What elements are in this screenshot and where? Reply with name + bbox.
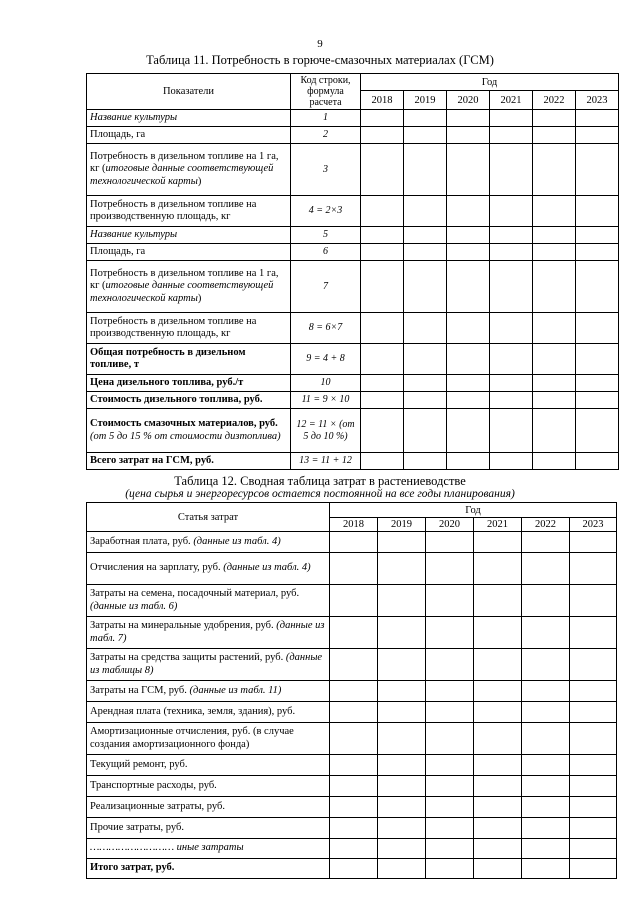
row-label-cell — [87, 261, 291, 313]
year-value-cell[interactable] — [378, 681, 426, 702]
year-value-cell[interactable] — [378, 553, 426, 585]
row-code: 10 — [291, 375, 361, 392]
year-value-cell[interactable] — [570, 723, 617, 755]
year-value-cell[interactable] — [576, 244, 619, 261]
row-label-note: итоговые данные соответствующей технологической карты — [90, 280, 274, 304]
year-value-cell[interactable] — [361, 453, 404, 470]
year-value-cell[interactable] — [378, 617, 426, 649]
table-row — [87, 532, 617, 553]
year-value-cell[interactable] — [404, 127, 447, 144]
row-label-note: (данные из табл. 4) — [193, 535, 281, 547]
table-row — [87, 839, 617, 859]
year-value-cell[interactable] — [533, 409, 576, 453]
row-label-cell — [87, 244, 291, 261]
year-value-cell[interactable] — [490, 409, 533, 453]
row-label-tail: ) — [197, 292, 202, 304]
year-value-cell[interactable] — [404, 196, 447, 227]
row-code: 1 — [291, 110, 361, 127]
year-value-cell[interactable] — [570, 585, 617, 617]
row-label-cell — [87, 723, 330, 755]
year-value-cell[interactable] — [570, 532, 617, 553]
year-value-cell[interactable] — [426, 818, 474, 839]
year-value-cell[interactable] — [474, 776, 522, 797]
header-code: Код строки, формула расчета — [291, 74, 361, 110]
year-value-cell[interactable] — [522, 617, 570, 649]
year-value-cell[interactable] — [576, 392, 619, 409]
year-value-cell[interactable] — [378, 797, 426, 818]
year-value-cell[interactable] — [522, 839, 570, 859]
year-value-cell[interactable] — [378, 649, 426, 681]
row-label: Название культуры — [90, 111, 178, 123]
row-code: 3 — [291, 144, 361, 196]
table-row — [87, 227, 619, 244]
row-label-cell — [87, 144, 291, 196]
table-row — [87, 617, 617, 649]
row-label-note: итоговые данные соответствующей технологической карты — [90, 163, 274, 187]
year-value-cell[interactable] — [522, 702, 570, 723]
year-value-cell[interactable] — [447, 261, 490, 313]
year-value-cell[interactable] — [404, 144, 447, 196]
row-label-cell — [87, 453, 291, 470]
row-label: Название культуры — [90, 228, 178, 240]
row-label: Потребность в дизельном топливе на 1 га, кг ( — [90, 150, 279, 175]
row-label: Транспортные расходы, руб. — [90, 779, 217, 791]
year-value-cell[interactable] — [330, 859, 378, 879]
page-number: 9 — [317, 38, 323, 50]
row-label-cell — [87, 797, 330, 818]
row-label-cell — [87, 585, 330, 617]
row-label-cell — [87, 839, 330, 859]
row-label-cell — [87, 227, 291, 244]
year-value-cell[interactable] — [490, 196, 533, 227]
table-row — [87, 797, 617, 818]
table-row — [87, 409, 619, 453]
year-value-cell[interactable] — [426, 585, 474, 617]
year-value-cell[interactable] — [533, 344, 576, 375]
year-header: 2019 — [404, 91, 447, 110]
row-label-tail: ) — [197, 175, 202, 187]
year-value-cell[interactable] — [576, 196, 619, 227]
header-year: Год — [330, 503, 617, 518]
year-value-cell[interactable] — [576, 144, 619, 196]
year-header: 2022 — [533, 91, 576, 110]
header-year: Год — [361, 74, 619, 91]
table-row — [87, 649, 617, 681]
year-value-cell[interactable] — [361, 344, 404, 375]
year-value-cell[interactable] — [447, 110, 490, 127]
row-label: Затраты на ГСМ, руб. — [90, 684, 190, 696]
year-value-cell[interactable] — [570, 818, 617, 839]
year-value-cell[interactable] — [330, 649, 378, 681]
year-value-cell[interactable] — [533, 392, 576, 409]
table-row — [87, 375, 619, 392]
header-cost-item: Статья затрат — [87, 503, 330, 532]
year-value-cell[interactable] — [330, 797, 378, 818]
year-value-cell[interactable] — [378, 702, 426, 723]
row-label: Итого затрат, руб. — [90, 862, 175, 874]
year-value-cell[interactable] — [490, 227, 533, 244]
row-label: Реализационные затраты, руб. — [90, 800, 225, 812]
table-row — [87, 392, 619, 409]
year-value-cell[interactable] — [576, 453, 619, 470]
row-label: Цена дизельного топлива, руб./т — [90, 376, 244, 388]
row-code: 11 = 9 × 10 — [291, 392, 361, 409]
year-value-cell[interactable] — [330, 617, 378, 649]
row-label: Потребность в дизельном топливе на производственную площадь, кг — [90, 315, 257, 339]
year-value-cell[interactable] — [361, 409, 404, 453]
table-row — [87, 313, 619, 344]
year-value-cell[interactable] — [378, 776, 426, 797]
year-header: 2022 — [522, 518, 570, 532]
year-value-cell[interactable] — [533, 196, 576, 227]
row-label-cell — [87, 818, 330, 839]
table-row — [87, 702, 617, 723]
row-label-note: (данные из табл. 11) — [189, 684, 282, 696]
table-cost-summary — [86, 502, 617, 879]
year-value-cell[interactable] — [533, 127, 576, 144]
year-value-cell[interactable] — [447, 227, 490, 244]
year-value-cell[interactable] — [361, 144, 404, 196]
year-value-cell[interactable] — [533, 144, 576, 196]
year-value-cell[interactable] — [361, 196, 404, 227]
year-value-cell[interactable] — [404, 392, 447, 409]
year-header: 2021 — [490, 91, 533, 110]
year-value-cell[interactable] — [474, 723, 522, 755]
row-label-cell — [87, 127, 291, 144]
row-label-note: (данные из таблицы 8) — [90, 652, 323, 676]
year-value-cell[interactable] — [522, 649, 570, 681]
year-value-cell[interactable] — [570, 859, 617, 879]
year-value-cell[interactable] — [570, 649, 617, 681]
year-value-cell[interactable] — [447, 144, 490, 196]
row-label-cell — [87, 859, 330, 879]
year-value-cell[interactable] — [474, 859, 522, 879]
table12-subcaption: (цена сырья и энергоресурсов остается постоянной на все годы планирования) — [125, 488, 515, 500]
table-row — [87, 244, 619, 261]
row-label-cell — [87, 617, 330, 649]
year-value-cell[interactable] — [404, 227, 447, 244]
row-code: 8 = 6×7 — [291, 313, 361, 344]
year-value-cell[interactable] — [570, 702, 617, 723]
year-value-cell[interactable] — [447, 409, 490, 453]
year-value-cell[interactable] — [576, 261, 619, 313]
year-value-cell[interactable] — [330, 532, 378, 553]
year-value-cell[interactable] — [447, 375, 490, 392]
year-value-cell[interactable] — [378, 859, 426, 879]
year-value-cell[interactable] — [426, 702, 474, 723]
year-value-cell[interactable] — [490, 392, 533, 409]
row-label: Текущий ремонт, руб. — [90, 758, 188, 770]
year-value-cell[interactable] — [426, 617, 474, 649]
year-value-cell[interactable] — [361, 261, 404, 313]
year-value-cell[interactable] — [474, 553, 522, 585]
table-row — [87, 453, 619, 470]
row-label-cell — [87, 681, 330, 702]
row-label: Заработная плата, руб. — [90, 535, 194, 547]
year-value-cell[interactable] — [447, 196, 490, 227]
year-value-cell[interactable] — [378, 532, 426, 553]
year-header: 2021 — [474, 518, 522, 532]
row-label-cell — [87, 196, 291, 227]
table-row — [87, 110, 619, 127]
year-value-cell[interactable] — [490, 313, 533, 344]
row-label: Потребность в дизельном топливе на 1 га, кг ( — [90, 267, 279, 292]
table-row — [87, 776, 617, 797]
row-label-cell — [87, 409, 291, 453]
year-value-cell[interactable] — [330, 585, 378, 617]
year-value-cell[interactable] — [522, 818, 570, 839]
row-label: Затраты на средства защиты растений, руб. — [90, 652, 286, 663]
row-code: 6 — [291, 244, 361, 261]
row-label-cell — [87, 313, 291, 344]
year-value-cell[interactable] — [378, 585, 426, 617]
year-value-cell[interactable] — [330, 681, 378, 702]
row-label-cell — [87, 110, 291, 127]
row-label-cell — [87, 532, 330, 553]
row-label: Стоимость смазочных материалов, руб. — [90, 418, 278, 429]
year-value-cell[interactable] — [426, 681, 474, 702]
row-label: Затраты на минеральные удобрения, руб. — [90, 620, 277, 631]
year-value-cell[interactable] — [404, 344, 447, 375]
year-value-cell[interactable] — [522, 776, 570, 797]
year-value-cell[interactable] — [426, 649, 474, 681]
year-value-cell[interactable] — [522, 532, 570, 553]
year-value-cell[interactable] — [490, 144, 533, 196]
row-label-cell — [87, 702, 330, 723]
year-value-cell[interactable] — [330, 553, 378, 585]
row-code: 12 = 11 × (от 5 до 10 %) — [291, 409, 361, 453]
year-value-cell[interactable] — [522, 553, 570, 585]
year-value-cell[interactable] — [474, 755, 522, 776]
row-code: 13 = 11 + 12 — [291, 453, 361, 470]
row-code: 5 — [291, 227, 361, 244]
year-value-cell[interactable] — [330, 818, 378, 839]
row-label-note: (данные из табл. 6) — [90, 600, 178, 612]
year-value-cell[interactable] — [447, 127, 490, 144]
row-label: Стоимость дизельного топлива, руб. — [90, 393, 263, 405]
year-value-cell[interactable] — [533, 244, 576, 261]
row-label: Арендная плата (техника, земля, здания), руб. — [90, 705, 296, 717]
year-value-cell[interactable] — [378, 723, 426, 755]
year-value-cell[interactable] — [570, 839, 617, 859]
year-value-cell[interactable] — [576, 110, 619, 127]
row-label-cell — [87, 553, 330, 585]
year-value-cell[interactable] — [474, 585, 522, 617]
year-value-cell[interactable] — [426, 553, 474, 585]
year-value-cell[interactable] — [522, 797, 570, 818]
row-code: 9 = 4 + 8 — [291, 344, 361, 375]
year-value-cell[interactable] — [447, 313, 490, 344]
row-label: Площадь, га — [90, 128, 146, 140]
year-value-cell[interactable] — [361, 313, 404, 344]
year-value-cell[interactable] — [533, 110, 576, 127]
year-value-cell[interactable] — [490, 261, 533, 313]
table-row — [87, 344, 619, 375]
row-label-cell — [87, 649, 330, 681]
year-value-cell[interactable] — [426, 723, 474, 755]
year-value-cell[interactable] — [361, 110, 404, 127]
table-row — [87, 818, 617, 839]
year-value-cell[interactable] — [533, 453, 576, 470]
year-value-cell[interactable] — [576, 375, 619, 392]
year-value-cell[interactable] — [576, 409, 619, 453]
year-value-cell[interactable] — [474, 818, 522, 839]
row-label-note: (данные из табл. 4) — [223, 562, 311, 574]
year-value-cell[interactable] — [474, 839, 522, 859]
table-gsm-needs — [86, 73, 619, 470]
year-value-cell[interactable] — [404, 110, 447, 127]
year-value-cell[interactable] — [404, 244, 447, 261]
year-value-cell[interactable] — [361, 392, 404, 409]
row-label: Общая потребность в дизельном топливе, т — [90, 346, 246, 370]
row-label: Площадь, га — [90, 245, 146, 257]
row-label: Затраты на семена, посадочный материал, руб. — [90, 588, 300, 599]
table-row — [87, 585, 617, 617]
year-value-cell[interactable] — [576, 344, 619, 375]
year-header: 2018 — [330, 518, 378, 532]
year-value-cell[interactable] — [447, 344, 490, 375]
year-value-cell[interactable] — [474, 681, 522, 702]
year-value-cell[interactable] — [426, 797, 474, 818]
year-value-cell[interactable] — [378, 818, 426, 839]
row-code: 2 — [291, 127, 361, 144]
row-label: Прочие затраты, руб. — [90, 821, 184, 833]
table-row — [87, 859, 617, 879]
row-label-cell — [87, 375, 291, 392]
year-value-cell[interactable] — [533, 375, 576, 392]
year-value-cell[interactable] — [490, 127, 533, 144]
table-row — [87, 196, 619, 227]
year-value-cell[interactable] — [533, 261, 576, 313]
year-value-cell[interactable] — [474, 649, 522, 681]
year-value-cell[interactable] — [330, 723, 378, 755]
year-value-cell[interactable] — [447, 244, 490, 261]
year-value-cell[interactable] — [474, 532, 522, 553]
year-value-cell[interactable] — [576, 313, 619, 344]
header-indicators: Показатели — [87, 74, 291, 110]
row-code: 7 — [291, 261, 361, 313]
year-value-cell[interactable] — [404, 261, 447, 313]
row-label-note: (данные из табл. 7) — [90, 620, 325, 644]
table-row — [87, 755, 617, 776]
year-value-cell[interactable] — [490, 375, 533, 392]
year-value-cell[interactable] — [361, 375, 404, 392]
table-row — [87, 261, 619, 313]
row-label: Потребность в дизельном топливе на производственную площадь, кг — [90, 198, 257, 222]
year-header: 2018 — [361, 91, 404, 110]
year-value-cell[interactable] — [404, 313, 447, 344]
year-value-cell[interactable] — [426, 755, 474, 776]
year-value-cell[interactable] — [361, 244, 404, 261]
year-value-cell[interactable] — [570, 776, 617, 797]
row-label-cell — [87, 344, 291, 375]
year-value-cell[interactable] — [378, 839, 426, 859]
year-value-cell[interactable] — [330, 776, 378, 797]
row-label-note: (от 5 до 15 % от стоимости дизтоплива) — [90, 430, 281, 442]
row-label-cell — [87, 755, 330, 776]
table-row — [87, 553, 617, 585]
year-value-cell[interactable] — [570, 755, 617, 776]
row-label-cell — [87, 392, 291, 409]
year-value-cell[interactable] — [330, 839, 378, 859]
year-value-cell[interactable] — [404, 453, 447, 470]
year-value-cell[interactable] — [522, 859, 570, 879]
row-code: 4 = 2×3 — [291, 196, 361, 227]
year-value-cell[interactable] — [490, 244, 533, 261]
year-value-cell[interactable] — [570, 797, 617, 818]
year-value-cell[interactable] — [570, 553, 617, 585]
year-value-cell[interactable] — [576, 127, 619, 144]
year-value-cell[interactable] — [426, 859, 474, 879]
year-value-cell[interactable] — [330, 702, 378, 723]
year-value-cell[interactable] — [404, 375, 447, 392]
year-value-cell[interactable] — [404, 409, 447, 453]
year-value-cell[interactable] — [447, 453, 490, 470]
year-value-cell[interactable] — [426, 532, 474, 553]
year-value-cell[interactable] — [533, 313, 576, 344]
year-value-cell[interactable] — [490, 110, 533, 127]
year-value-cell[interactable] — [378, 755, 426, 776]
year-value-cell[interactable] — [522, 585, 570, 617]
table-row — [87, 681, 617, 702]
year-header: 2019 — [378, 518, 426, 532]
year-header: 2023 — [570, 518, 617, 532]
year-value-cell[interactable] — [522, 723, 570, 755]
year-value-cell[interactable] — [570, 681, 617, 702]
year-value-cell[interactable] — [490, 344, 533, 375]
table12-caption: Таблица 12. Сводная таблица затрат в растениеводстве — [174, 474, 466, 488]
year-value-cell[interactable] — [533, 227, 576, 244]
year-value-cell[interactable] — [447, 392, 490, 409]
year-value-cell[interactable] — [474, 797, 522, 818]
table-row — [87, 144, 619, 196]
table11-caption: Таблица 11. Потребность в горюче-смазочных материалах (ГСМ) — [146, 53, 494, 67]
year-header: 2023 — [576, 91, 619, 110]
year-value-cell[interactable] — [361, 127, 404, 144]
year-value-cell[interactable] — [426, 776, 474, 797]
row-label: Отчисления на зарплату, руб. — [90, 562, 224, 574]
year-header: 2020 — [447, 91, 490, 110]
year-value-cell[interactable] — [426, 839, 474, 859]
year-value-cell[interactable] — [361, 227, 404, 244]
year-value-cell[interactable] — [330, 755, 378, 776]
year-value-cell[interactable] — [570, 617, 617, 649]
year-value-cell[interactable] — [522, 755, 570, 776]
year-header: 2020 — [426, 518, 474, 532]
year-value-cell[interactable] — [522, 681, 570, 702]
row-label: Амортизационные отчисления, руб. (в случае создания амортизационного фонда) — [90, 726, 294, 750]
year-value-cell[interactable] — [474, 617, 522, 649]
table-row — [87, 723, 617, 755]
row-label-note: ……………………… иные затраты — [90, 842, 244, 854]
year-value-cell[interactable] — [474, 702, 522, 723]
year-value-cell[interactable] — [490, 453, 533, 470]
year-value-cell[interactable] — [576, 227, 619, 244]
table-row — [87, 127, 619, 144]
row-label-cell — [87, 776, 330, 797]
row-label: Всего затрат на ГСМ, руб. — [90, 454, 214, 466]
